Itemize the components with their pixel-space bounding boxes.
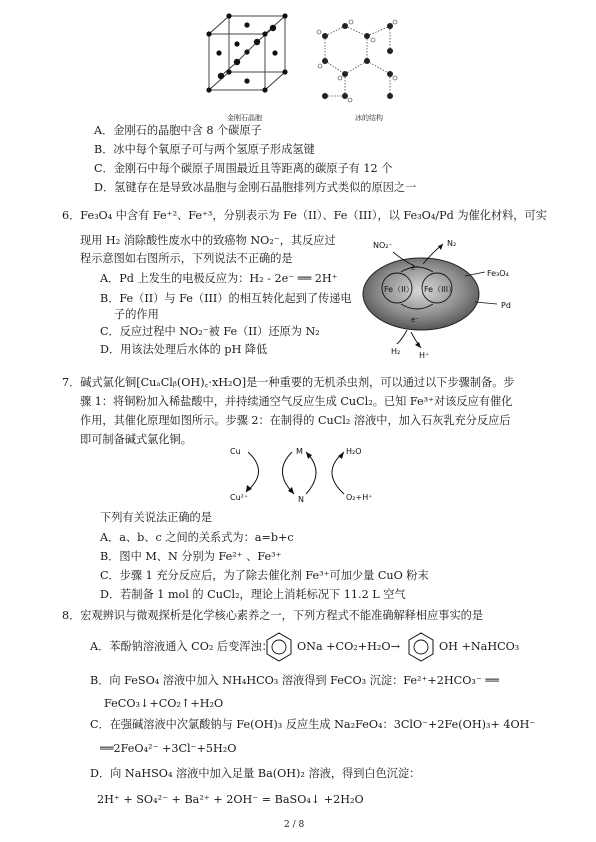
ice-structure-figure <box>325 26 390 96</box>
o2h-label: O₂+H⁺ <box>346 493 373 502</box>
m-label: M <box>296 447 303 456</box>
q6-option-b-cont: 子的作用 <box>114 308 159 321</box>
q8-stem: 8．宏观辨识与微观探析是化学核心素养之一，下列方程式不能准确解释相应事实的是 <box>62 609 484 622</box>
h2-label: H₂ <box>391 347 401 356</box>
fe3o4-particle <box>363 258 479 330</box>
pd-label: Pd <box>501 301 511 310</box>
q7-stem-line2: 骤 1：将铜粉加入稀盐酸中，并持续通空气反应生成 CuCl₂。已知 Fe³⁺对该反应有催化 <box>80 395 513 408</box>
fe3o4-label: Fe₃O₄ <box>487 269 509 278</box>
q6-stem-line3: 程示意图如右图所示，下列说法不正确的是 <box>80 252 293 265</box>
cu-label: Cu <box>230 447 241 456</box>
q7-option-d: D．若制备 1 mol 的 CuCl₂，理论上消耗标况下 11.2 L 空气 <box>100 588 406 601</box>
q8-option-c-text: C．在强碱溶液中次氯酸钠与 Fe(OH)₃ 反应生成 Na₂FeO₄：3ClO⁻+2Fe(OH)₃+ 4OH⁻ <box>90 718 536 731</box>
q6-option-d: D．用该法处理后水体的 pH 降低 <box>100 343 268 356</box>
q5-option-b: B．冰中每个氧原子可与两个氢原子形成氢键 <box>94 143 315 156</box>
q8-option-b-line2: FeCO₃↓+CO₂↑+H₂O <box>104 697 224 710</box>
q8-option-a-eq-end: OH +NaHCO₃ <box>439 640 520 653</box>
fe2-label: Fe（II） <box>384 285 414 294</box>
q7-stem-line1: 7．碱式氯化铜[CuₐClᵦ(OH)꜀·xH₂O]是一种重要的无机杀虫剂，可以通过以下步骤制备。步 <box>62 376 515 389</box>
q7-stem-line4: 即可制备碱式氯化铜。 <box>80 433 192 446</box>
q7-option-b: B．图中 M、N 分别为 Fe²⁺ 、Fe³⁺ <box>100 550 282 563</box>
diamond-caption: 金刚石晶胞 <box>227 114 262 122</box>
n-label: N <box>298 495 304 504</box>
benzene-ring-1 <box>262 630 296 664</box>
q6-option-c: C．反应过程中 NO₂⁻被 Fe（II）还原为 N₂ <box>100 325 320 338</box>
q8-option-a-eq-mid: ONa +CO₂+H₂O→ <box>297 640 400 653</box>
q5-option-c: C．金刚石中每个碳原子周围最近且等距离的碳原子有 12 个 <box>94 162 393 175</box>
h2o-label: H₂O <box>346 447 362 456</box>
q7-stem-line3: 作用，其催化原理如图所示。步骤 2：在制得的 CuCl₂ 溶液中，加入石灰乳充分反应后 <box>80 414 511 427</box>
fe3-label: Fe（III） <box>424 285 457 294</box>
q8-option-c-line2: ══2FeO₄²⁻ +3Cl⁻+5H₂O <box>100 742 237 755</box>
ice-caption: 冰的结构 <box>355 114 383 122</box>
hplus-label: H⁺ <box>419 351 430 360</box>
q5-option-a: A．金刚石的晶胞中含 8 个碳原子 <box>94 124 262 137</box>
q8-option-d-line2: 2H⁺ + SO₄²⁻ + Ba²⁺ + 2OH⁻ = BaSO₄↓ +2H₂O <box>97 793 364 806</box>
q6-option-a: A．Pd 上发生的电极反应为：H₂ - 2e⁻ ══ 2H⁺ <box>100 272 338 285</box>
electron-label-bottom: e⁻ <box>411 316 420 324</box>
q8-option-a-text: A．苯酚钠溶液通入 CO₂ 后变浑浊： <box>90 640 273 653</box>
electron-label-top: e⁻ <box>411 264 420 272</box>
q7-option-a: A．a、b、c 之间的关系式为：a=b+c <box>100 531 294 544</box>
q6-option-b: B．Fe（II）与 Fe（III）的相互转化起到了传递电 <box>100 292 352 305</box>
ice-atoms <box>322 23 393 99</box>
q8-option-d-text: D．向 NaHSO₄ 溶液中加入足量 Ba(OH)₂ 溶液，得到白色沉淀： <box>90 767 421 780</box>
q8-option-b-text: B．向 FeSO₄ 溶液中加入 NH₄HCO₃ 溶液得到 FeCO₃ 沉淀：Fe²⁺+2HCO₃⁻ ══ <box>90 674 499 687</box>
no2-label: NO₂⁻ <box>373 241 393 250</box>
q7-catalysis-diagram <box>222 438 382 508</box>
crystal-figures <box>195 6 415 124</box>
q7-question: 下列有关说法正确的是 <box>100 511 212 524</box>
q6-stem-line1: 6．Fe₃O₄ 中含有 Fe⁺²、Fe⁺³，分别表示为 Fe（II）、Fe（III），以 Fe₃O₄/Pd 为催化材料，可实 <box>62 209 547 222</box>
page-number: 2 / 8 <box>284 820 305 830</box>
q5-option-d: D．氢键存在是导致冰晶胞与金刚石晶胞排列方式类似的原因之一 <box>94 181 417 194</box>
cu2-label: Cu²⁺ <box>230 493 249 502</box>
q6-catalyst-diagram <box>355 232 525 362</box>
benzene-ring-2 <box>404 630 438 664</box>
q7-option-c: C．步骤 1 充分反应后，为了除去催化剂 Fe³⁺可加少量 CuO 粉末 <box>100 569 429 582</box>
n2-label: N₂ <box>447 239 457 248</box>
q6-stem-line2: 现用 H₂ 消除酸性废水中的致癌物 NO₂⁻，其反应过 <box>80 234 336 247</box>
